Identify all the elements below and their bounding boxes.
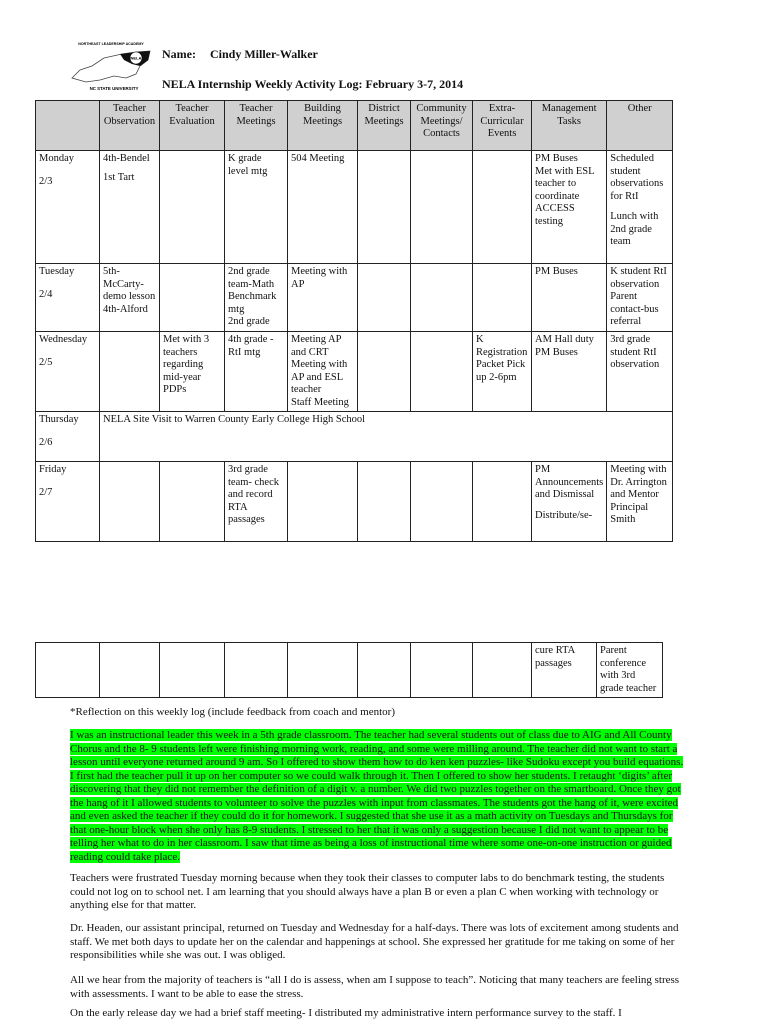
entry: Meeting with AP and ESL teacher xyxy=(291,359,348,395)
column-header: Teacher Evaluation xyxy=(160,101,225,151)
teacher-observation-cell xyxy=(100,462,160,542)
day-cell xyxy=(36,412,100,462)
extra-curricular-cell xyxy=(473,264,532,332)
extra-curricular-cell xyxy=(473,151,532,264)
column-header: Extra-Curricular Events xyxy=(473,101,532,151)
other-cell xyxy=(607,462,673,542)
day-label: Friday xyxy=(39,464,67,475)
day-cell xyxy=(36,332,100,412)
entry: Meeting AP and CRT xyxy=(291,334,342,358)
day-label: Tuesday xyxy=(39,266,75,277)
building-meetings-cell xyxy=(288,151,358,264)
extra-curricular-cell xyxy=(473,462,532,542)
entry: Scheduled student observations for RtI xyxy=(610,153,664,202)
entry: 2nd grade xyxy=(228,316,270,327)
management-tasks-cell xyxy=(532,264,607,332)
table-row xyxy=(36,412,673,462)
other-cell: Parent conference with 3rd grade teacher xyxy=(597,643,663,698)
entry: Meeting with Dr. Arrington and Mentor Principal Smith xyxy=(610,464,667,525)
empty-cell xyxy=(36,643,100,698)
column-header xyxy=(36,101,100,151)
district-meetings-cell xyxy=(358,462,411,542)
highlighted-text: I was an instructional leader this week in a 5th grade classroom. The teacher had several students out of class due to AIG and All County Chorus and the 8- 9 students left were finishing morning work, reading, and some were milling around. The teacher did not want to start a lesson until everyone returned around 9 am. So I offered to show them how to do ken ken puzzles- like Sudoku except you build equations. I first had the teacher pull it up on her computer so we could walk through it. Then I offered to show her students. I retaught ‘digits’ after discovering that they did not remember the definition of a digit v. a number. We did two puzzles together on the smartboard. Once they got the hang of it I allowed students to volunteer to solve the puzzles with input from classmates. The students got the hang of it, were excited and even asked the teacher if they could do it for homework. I suggested that she use it as a math activity on Tuesdays and Thursdays for that one-hour block when she only has 8-9 students. I stressed to her that it was only a suggestion because I did not want to appear to be telling her what to do in her classroom. I saw that time as being a loss of instructional time where some one-on-one instruction or guided reading could take place. xyxy=(70,729,684,863)
entry: PM Announcements and Dismissal xyxy=(535,464,604,500)
site-visit-cell: NELA Site Visit to Warren County Early College High School xyxy=(100,412,673,462)
entry: Meeting with AP xyxy=(291,266,348,290)
day-cell xyxy=(36,151,100,264)
entry: PM Buses xyxy=(535,346,578,358)
day-label: Monday xyxy=(39,153,74,164)
reflection-paragraph: All we hear from the majority of teachers is “all I do is assess, when am I suppose to teach”. Noticing that many teachers are feeling stress with assessments. I want to be able to ease the stress. xyxy=(70,974,680,1000)
other-cell xyxy=(607,151,673,264)
table-row xyxy=(36,462,673,542)
other-cell xyxy=(607,264,673,332)
entry: 3rd grade student RtI observation xyxy=(610,334,660,370)
entry: K Registration Packet Pick up 2-6pm xyxy=(476,334,528,383)
reflection-paragraph: On the early release day we had a brief staff meeting- I distributed my administrative intern performance survey to the staff. I xyxy=(70,1007,622,1019)
day-label: Thursday xyxy=(39,414,79,425)
community-meetings-cell xyxy=(411,332,473,412)
logo-badge: NELA xyxy=(130,55,142,61)
teacher-evaluation-cell xyxy=(160,151,225,264)
table-row xyxy=(36,332,673,412)
entry: Met with 3 teachers regarding mid-year PDPs xyxy=(163,334,210,395)
entry: 504 Meeting xyxy=(291,153,345,164)
reflection-paragraph: Dr. Headen, our assistant principal, returned on Tuesday and Wednesday for a half-days. There was lots of excitement among students and staff. We met both days to update her on the calendar and happenings at school. She expressed her gratitude for me taking on some of her responsibilities while she was out. I was obliged. xyxy=(70,922,679,961)
entry: 1st Tart xyxy=(103,171,135,183)
column-header: District Meetings xyxy=(358,101,411,151)
column-header: Building Meetings xyxy=(288,101,358,151)
teacher-evaluation-cell xyxy=(160,462,225,542)
teacher-observation-cell xyxy=(100,332,160,412)
day-cell xyxy=(36,462,100,542)
management-tasks-cell xyxy=(532,332,607,412)
empty-cell xyxy=(160,643,225,698)
reflection-paragraph-highlighted xyxy=(70,729,685,864)
building-meetings-cell xyxy=(288,264,358,332)
teacher-meetings-cell xyxy=(225,332,288,412)
activity-log-table xyxy=(35,100,673,542)
day-date: 2/3 xyxy=(39,175,53,187)
entry: Parent contact-bus referral xyxy=(610,291,659,327)
column-header: Management Tasks xyxy=(532,101,607,151)
other-cell xyxy=(607,332,673,412)
logo-top-text: NORTHEAST LEADERSHIP ACADEMY xyxy=(78,42,144,46)
empty-cell xyxy=(100,643,160,698)
teacher-meetings-cell xyxy=(225,264,288,332)
community-meetings-cell xyxy=(411,151,473,264)
building-meetings-cell xyxy=(288,332,358,412)
activity-log-continuation xyxy=(35,642,663,698)
table-row xyxy=(36,264,673,332)
entry: PM Buses xyxy=(535,266,578,277)
building-meetings-cell xyxy=(288,462,358,542)
name-value: Cindy Miller-Walker xyxy=(209,47,318,61)
entry: Met with ESL teacher to coordinate ACCESS testing xyxy=(535,165,595,227)
teacher-evaluation-cell xyxy=(160,332,225,412)
community-meetings-cell xyxy=(411,462,473,542)
entry: Staff Meeting xyxy=(291,396,349,408)
empty-cell xyxy=(411,643,473,698)
entry: Lunch with 2nd grade team xyxy=(610,211,659,247)
empty-cell xyxy=(473,643,532,698)
teacher-observation-cell xyxy=(100,151,160,264)
name-label: Name: xyxy=(162,47,196,61)
column-header: Teacher Observation xyxy=(100,101,160,151)
table-header-row xyxy=(36,101,673,151)
empty-cell xyxy=(288,643,358,698)
name-line xyxy=(162,47,318,62)
management-tasks-cell: cure RTA passages xyxy=(532,643,597,698)
reflection-prompt: *Reflection on this weekly log (include feedback from coach and mentor) xyxy=(70,706,395,718)
entry: K student RtI observation xyxy=(610,266,667,290)
empty-cell xyxy=(358,643,411,698)
day-date: 2/7 xyxy=(39,486,53,498)
table-row xyxy=(36,643,663,698)
entry: 4th grade - RtI mtg xyxy=(228,334,274,358)
entry: 4th-Alford xyxy=(103,303,148,315)
entry: PM Buses xyxy=(535,153,578,164)
day-date: 2/5 xyxy=(39,356,53,368)
day-date: 2/6 xyxy=(39,436,53,448)
district-meetings-cell xyxy=(358,332,411,412)
reflection-paragraph: Teachers were frustrated Tuesday morning because when they took their classes to computer labs to do benchmark testing, the students could not log on to school net. I am learning that you should always have a plan B or even a plan C when working with technology or anything else for that matter. xyxy=(70,872,665,911)
column-header: Community Meetings/ Contacts xyxy=(411,101,473,151)
column-header: Teacher Meetings xyxy=(225,101,288,151)
teacher-meetings-cell xyxy=(225,462,288,542)
management-tasks-cell xyxy=(532,151,607,264)
entry: 4th-Bendel xyxy=(103,153,150,164)
entry: 2nd grade team-Math Benchmark mtg xyxy=(228,266,277,315)
teacher-meetings-cell xyxy=(225,151,288,264)
entry: 3rd grade team- check and record RTA passages xyxy=(228,464,280,525)
entry: AM Hall duty xyxy=(535,334,594,345)
table-row xyxy=(36,151,673,264)
day-cell xyxy=(36,264,100,332)
teacher-observation-cell xyxy=(100,264,160,332)
day-label: Wednesday xyxy=(39,334,88,345)
entry: Distribute/se- xyxy=(535,509,593,521)
entry: K grade level mtg xyxy=(228,153,268,177)
teacher-evaluation-cell xyxy=(160,264,225,332)
district-meetings-cell xyxy=(358,151,411,264)
logo-bottom-text: NC STATE UNIVERSITY xyxy=(89,86,139,91)
entry: 5th-McCarty-demo lesson xyxy=(103,266,156,302)
nela-logo xyxy=(70,40,152,96)
community-meetings-cell xyxy=(411,264,473,332)
column-header: Other xyxy=(607,101,673,151)
day-date: 2/4 xyxy=(39,288,53,300)
district-meetings-cell xyxy=(358,264,411,332)
extra-curricular-cell xyxy=(473,332,532,412)
empty-cell xyxy=(225,643,288,698)
page-title: NELA Internship Weekly Activity Log: February 3-7, 2014 xyxy=(162,77,464,91)
management-tasks-cell xyxy=(532,462,607,542)
